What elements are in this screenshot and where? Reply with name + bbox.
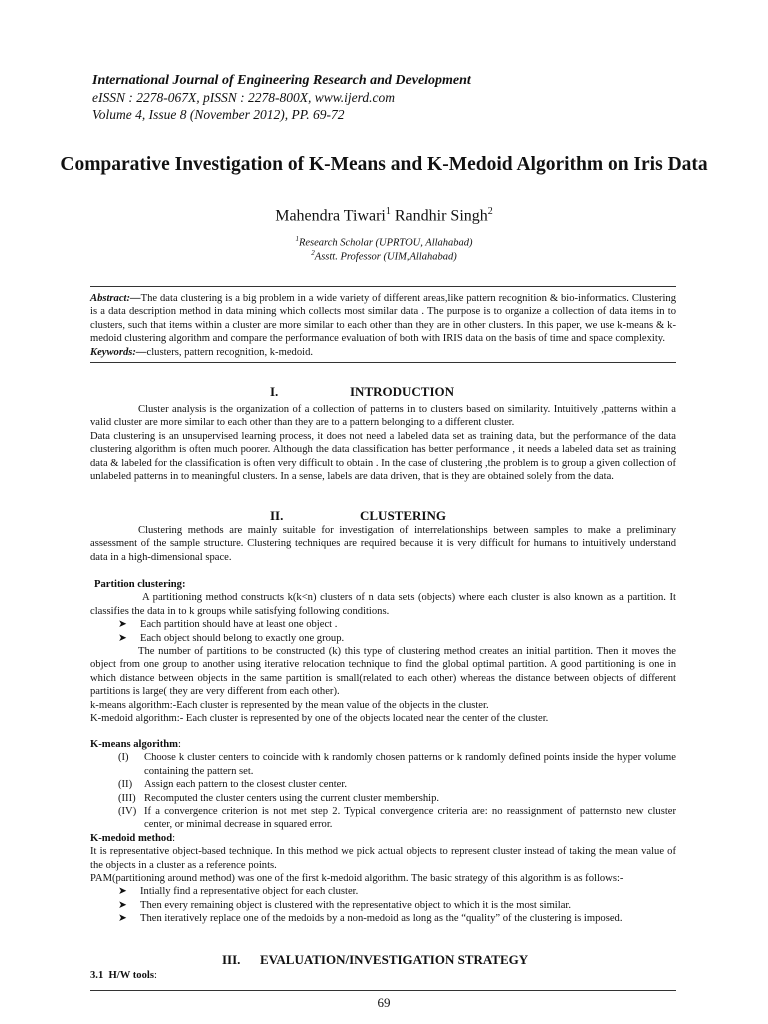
condition-text: Each object should belong to exactly one group. bbox=[140, 632, 345, 644]
kmedoid-heading-colon: : bbox=[172, 832, 176, 844]
kmeans-step-text: Recomputed the cluster centers using the current cluster membership. bbox=[144, 792, 440, 804]
authors bbox=[0, 206, 768, 225]
intro-paragraph-1: Cluster analysis is the organization of a collection of patterns in to clusters based on similarity. Intuitively ,patterns within a valid cluster are more similar to each other than they are to a pattern belonging to a different cluster. bbox=[90, 404, 676, 429]
kmeans-step-number: (II) bbox=[118, 779, 133, 791]
keywords-label: Keywords:— bbox=[90, 346, 147, 358]
clustering-body bbox=[90, 524, 676, 564]
kmeans-heading: K-means algorithm bbox=[90, 739, 178, 750]
hw-tools-line bbox=[90, 969, 676, 982]
author-1-sup: 1 bbox=[385, 206, 391, 217]
kmeans-step-number: (I) bbox=[118, 752, 129, 764]
introduction-body bbox=[90, 403, 676, 483]
affiliation-2-text: Asstt. Professor (UIM,Allahabad) bbox=[314, 251, 457, 263]
arrow-bullet-icon: ➤ bbox=[118, 886, 127, 898]
kmeans-step bbox=[90, 792, 676, 805]
author-2-sup: 2 bbox=[487, 206, 493, 217]
pam-step bbox=[90, 912, 676, 925]
journal-name: International Journal of Engineering Research and Development bbox=[92, 73, 471, 88]
author-2: Randhir Singh bbox=[394, 207, 488, 225]
journal-header bbox=[92, 72, 471, 123]
partition-heading: Partition clustering: bbox=[94, 579, 186, 590]
kmedoid-definition: K-medoid algorithm:- Each cluster is represented by one of the objects located near the center of the cluster. bbox=[90, 713, 549, 725]
journal-volume: Volume 4, Issue 8 (November 2012), PP. 69-72 bbox=[92, 107, 345, 122]
pam-step-text: Then iteratively replace one of the medoids by a non-medoid as long as the “quality” of the clustering is imposed. bbox=[140, 913, 623, 925]
clustering-paragraph-1: Clustering methods are mainly suitable for investigation of interrelationships between samples to make a preliminary assessment of the sample structure. Clustering techniques are required because it is very difficult for humans to intuitively understand data in a high-dimensional space. bbox=[90, 525, 676, 563]
page-number: 69 bbox=[377, 995, 391, 1010]
kmeans-definition: k-means algorithm:-Each cluster is represented by the mean value of the objects in the cluster. bbox=[90, 699, 489, 711]
kmeans-algorithm-block bbox=[90, 738, 676, 926]
abstract-label: Abstract:— bbox=[90, 293, 141, 304]
abstract-box bbox=[90, 286, 676, 363]
arrow-bullet-icon: ➤ bbox=[118, 632, 127, 644]
pam-step bbox=[90, 899, 676, 912]
section-1-number: I. bbox=[270, 384, 279, 399]
condition-item bbox=[90, 632, 676, 645]
pam-step bbox=[90, 885, 676, 898]
affiliation-1 bbox=[0, 235, 768, 249]
partition-clustering-block bbox=[90, 578, 676, 725]
kmeans-step bbox=[90, 751, 676, 778]
partition-paragraph-1: A partitioning method constructs k(k<n) clusters of n data sets (objects) where each cluster is also known as a partition. It classifies the data in to k groups while satisfying following conditions. bbox=[90, 592, 676, 617]
kmeans-step-number: (IV) bbox=[118, 806, 137, 818]
kmeans-step-text: If a convergence criterion is not met step 2. Typical convergence criteria are: no reassignment of patternsto new cluster center, or minimal decrease in squared error. bbox=[144, 806, 676, 831]
pam-step-text: Intially find a representative object for each cluster. bbox=[140, 886, 359, 898]
keywords-text: clusters, pattern recognition, k-medoid. bbox=[146, 346, 314, 358]
kmeans-step bbox=[90, 805, 676, 832]
kmedoid-paragraph-1: It is representative object-based technique. In this method we pick actual objects to represent cluster instead of taking the mean value of the objects in a cluster as a reference points. bbox=[90, 846, 676, 871]
kmeans-step bbox=[90, 778, 676, 791]
kmeans-heading-line bbox=[90, 738, 676, 751]
paper-title: Comparative Investigation of K-Means and K-Medoid Algorithm on Iris Data bbox=[60, 154, 708, 175]
arrow-bullet-icon: ➤ bbox=[118, 619, 127, 631]
kmedoid-heading-line bbox=[90, 832, 676, 845]
affiliation-2-sup: 2 bbox=[311, 249, 315, 257]
affiliation-1-text: Research Scholar (UPRTOU, Allahabad) bbox=[298, 237, 473, 249]
kmeans-step-number: (III) bbox=[118, 792, 136, 804]
hw-tools-number: 3.1 bbox=[90, 970, 104, 981]
section-2-title: CLUSTERING bbox=[360, 508, 446, 523]
affiliation-1-sup: 1 bbox=[295, 235, 299, 243]
pam-step-text: Then every remaining object is clustered with the representative object to which it is the most similar. bbox=[140, 899, 571, 911]
journal-issn: eISSN : 2278-067X, pISSN : 2278-800X, www.ijerd.com bbox=[92, 90, 395, 105]
keywords bbox=[90, 346, 676, 359]
partition-paragraph-2: The number of partitions to be constructed (k) this type of clustering method creates an initial partition. Then it moves the object from one group to another using iterative relocation technique to find the global optimal partition. A good partitioning is one in which distance between objects in the same partition is small(related to each other) whereas the distance between objects of different partitions is large( they are very different from each other). bbox=[90, 646, 676, 698]
arrow-bullet-icon: ➤ bbox=[118, 913, 127, 925]
kmeans-heading-colon: : bbox=[177, 739, 181, 750]
condition-item bbox=[90, 618, 676, 631]
arrow-bullet-icon: ➤ bbox=[118, 899, 127, 911]
kmedoid-paragraph-2: PAM(partitioning around method) was one of the first k-medoid algorithm. The basic strategy of this algorithm is as follows:- bbox=[90, 873, 624, 885]
kmeans-step-text: Assign each pattern to the closest cluster center. bbox=[144, 779, 347, 791]
section-1-title: INTRODUCTION bbox=[350, 384, 455, 399]
author-1: Mahendra Tiwari bbox=[275, 207, 386, 225]
intro-paragraph-2: Data clustering is an unsupervised learning process, it does not need a labeled data set as training data, but the performance of the data clustering algorithm is often much poorer. Although the data classification has better performance , it needs a labeled data set as training data & labeled for the classification is often very difficult to obtain . In the case of clustering ,the problem is to group a given collection of unlabeled patterns in to meaningful clusters. In a sense, labels are data driven, that is they are obtained solely from the data. bbox=[90, 430, 676, 483]
abstract-text: The data clustering is a big problem in a wide variety of different areas,like pattern recognition & bio-informatics. Clustering is a data description method in data mining which collects most similar data . The purpose is to organize a collection of data items in to clusters, such that items within a cluster are more similar to each other than they are in other clusters. In this paper, we use k-means & k-medoid clustering algorithm and compare the performance evaluation of both with IRIS data on the basis of time and space complexity. bbox=[90, 293, 676, 345]
kmeans-step-text: Choose k cluster centers to coincide with k randomly chosen patterns or k randomly defined points inside the hyper volume containing the pattern set. bbox=[144, 752, 676, 777]
hw-tools-heading bbox=[90, 969, 676, 982]
abstract bbox=[90, 292, 676, 346]
section-2-number: II. bbox=[270, 508, 284, 523]
footer-divider bbox=[90, 990, 676, 991]
kmedoid-heading: K-medoid method bbox=[90, 832, 173, 844]
hw-tools-title: H/W tools bbox=[108, 970, 154, 981]
hw-tools-colon: : bbox=[153, 970, 157, 981]
affiliation-2 bbox=[0, 249, 768, 263]
condition-text: Each partition should have at least one object . bbox=[140, 619, 338, 631]
section-3-number: III. bbox=[222, 952, 241, 967]
section-3-title: EVALUATION/INVESTIGATION STRATEGY bbox=[260, 952, 529, 967]
